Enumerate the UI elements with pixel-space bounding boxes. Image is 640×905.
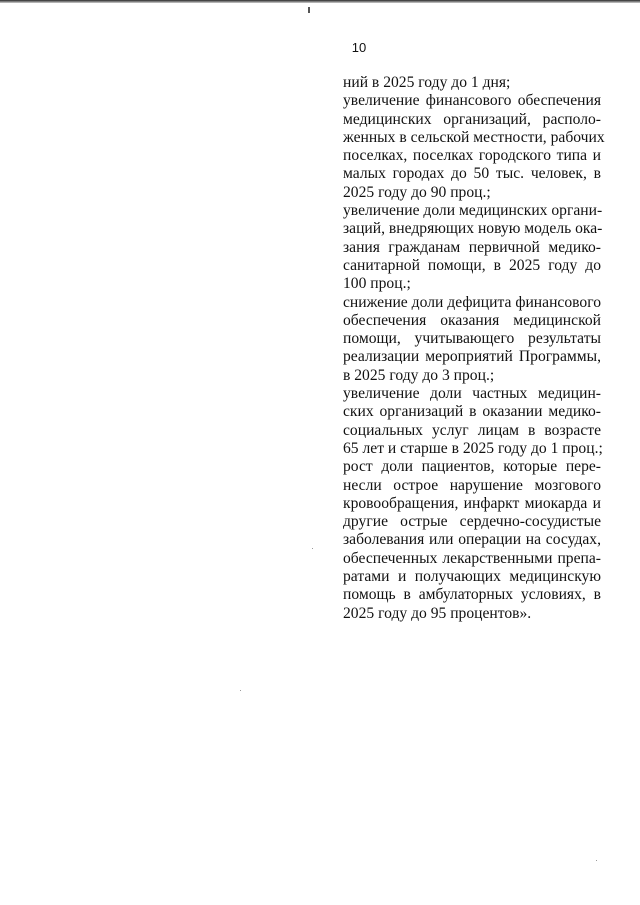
text-line: малых городах до 50 тыс. человек, в: [343, 165, 601, 183]
text-line: несли острое нарушение мозгового: [343, 476, 601, 494]
scan-top-edge: [0, 0, 640, 3]
text-line: 2025 году до 95 процентов».: [343, 604, 532, 622]
text-line: увеличение финансового обеспечения: [343, 92, 601, 110]
text-line: 65 лет и старше в 2025 году до 1 проц.;: [343, 439, 603, 457]
text-line: 100 проц.;: [343, 275, 411, 293]
text-line: санитарной помощи, в 2025 году до: [343, 256, 601, 274]
text-line: обеспечения оказания медицинской: [343, 311, 601, 329]
text-line: ских организаций в оказании медико-: [343, 403, 601, 421]
text-line: увеличение доли частных медицин-: [343, 385, 601, 403]
scan-speck: [240, 690, 241, 691]
text-line: заболевания или операции на сосудах,: [343, 531, 601, 549]
text-line: 2025 году до 90 проц.;: [343, 183, 491, 201]
page-number: 10: [351, 40, 367, 55]
text-line: женных в сельской местности, рабочих: [343, 128, 605, 146]
text-line: другие острые сердечно-сосудистые: [343, 513, 601, 531]
text-line: заций, внедряющих новую модель ока-: [343, 220, 603, 238]
text-line: снижение доли дефицита финансового: [343, 293, 601, 311]
document-text: [343, 74, 605, 623]
text-line: ратами и получающих медицинскую: [343, 568, 601, 586]
text-line: зания гражданам первичной медико-: [343, 238, 601, 256]
scan-speck: [312, 548, 313, 549]
text-line: увеличение доли медицинских органи-: [343, 202, 603, 220]
text-line: поселках, поселках городского типа и: [343, 147, 601, 165]
text-line: обеспеченных лекарственными препа-: [343, 549, 601, 567]
text-line: в 2025 году до 3 проц.;: [343, 366, 495, 384]
text-line: ний в 2025 году до 1 дня;: [343, 74, 511, 91]
text-line: медицинских организаций, располо-: [343, 110, 601, 128]
text-line: реализации мероприятий Программы,: [343, 348, 601, 366]
scan-speck: [308, 7, 310, 13]
text-line: кровообращения, инфаркт миокарда и: [343, 494, 601, 512]
text-line: социальных услуг лицам в возрасте: [343, 421, 601, 439]
scan-speck: [596, 860, 597, 861]
text-line: помощь в амбулаторных условиях, в: [343, 586, 601, 604]
text-line: помощи, учитывающего результаты: [343, 330, 601, 348]
text-line: рост доли пациентов, которые пере-: [343, 458, 601, 476]
